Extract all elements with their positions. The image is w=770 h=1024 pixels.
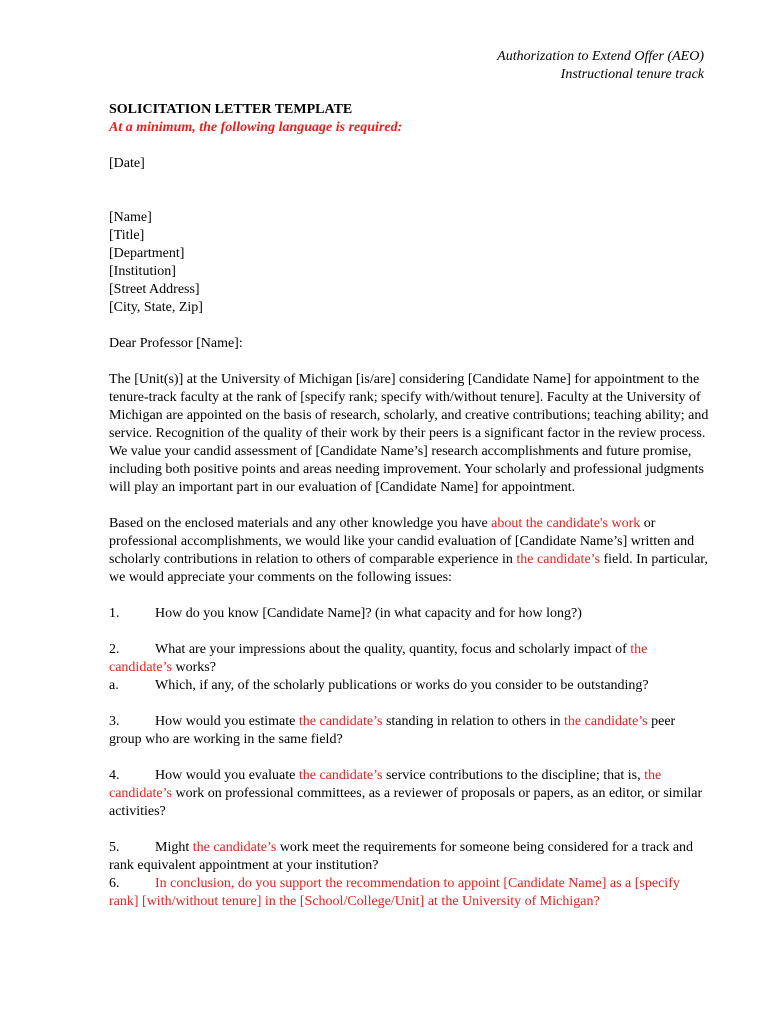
question-3-highlight-1: the candidate’s xyxy=(298,714,383,729)
paragraph-2 xyxy=(109,515,709,587)
question-4-number: 4. xyxy=(109,768,120,783)
date-field: [Date] xyxy=(109,156,145,171)
question-5-text-1: Might xyxy=(155,840,193,855)
address-city: [City, State, Zip] xyxy=(109,300,203,315)
document-title: SOLICITATION LETTER TEMPLATE xyxy=(109,102,353,117)
question-3-number: 3. xyxy=(109,714,120,729)
question-1-text: How do you know [Candidate Name]? (in what capacity and for how long?) xyxy=(155,606,582,621)
question-3-text-2: standing in relation to others in xyxy=(382,714,565,729)
question-6 xyxy=(109,875,709,911)
question-4-highlight-1: the candidate’s xyxy=(298,768,383,783)
paragraph-2-text-3: field. In particular, we would appreciate your comments on the following issues: xyxy=(109,552,708,585)
address-title: [Title] xyxy=(109,228,145,243)
question-4-text-2: service contributions to the discipline; that is, xyxy=(382,768,645,783)
question-2a-text: Which, if any, of the scholarly publications or works do you consider to be outstanding? xyxy=(155,678,649,693)
paragraph-2-text-2: or professional accomplishments, we would like your candid evaluation of [Candidate Name’s] written and scholarly contributions in relation to others of comparable experience in xyxy=(109,516,695,567)
requirement-note: At a minimum, the following language is required: xyxy=(109,120,403,135)
address-name: [Name] xyxy=(109,210,152,225)
question-3-text-1: How would you estimate xyxy=(155,714,299,729)
question-4-text-3: work on professional committees, as a reviewer of proposals or papers, as an editor, or similar activities? xyxy=(109,786,703,819)
address-street: [Street Address] xyxy=(109,282,200,297)
paragraph-2-highlight-1: about the candidate's work xyxy=(491,516,641,531)
question-2a-number: a. xyxy=(109,678,119,693)
question-6-number: 6. xyxy=(109,876,120,891)
question-3-text-3: peer group who are working in the same field? xyxy=(109,714,676,747)
question-5-text-2: work meet the requirements for someone being considered for a track and rank equivalent appointment at your institution? xyxy=(109,840,694,873)
question-3 xyxy=(109,713,709,749)
question-2-number: 2. xyxy=(109,642,120,657)
address-department: [Department] xyxy=(109,246,185,261)
question-5-highlight: the candidate’s xyxy=(192,840,277,855)
question-3-highlight-2: the candidate’s xyxy=(564,714,648,729)
paragraph-2-text-1: Based on the enclosed materials and any other knowledge you have xyxy=(109,516,492,531)
question-4-highlight-2: the candidate’s xyxy=(109,768,662,801)
question-2 xyxy=(109,641,709,677)
header-line-2: Instructional tenure track xyxy=(560,67,704,82)
paragraph-1: The [Unit(s)] at the University of Michigan [is/are] considering [Candidate Name] for appointment to the tenure-track faculty at the rank of [specify rank; specify with/without tenure]. Faculty at the University of Michigan are appointed on the basis of research, scholarly, and creative contributions; teaching ability; and service. Recognition of the quality of their work by their peers is a significant factor in the review process. We value your candid assessment of [Candidate Name’s] research accomplishments and future promise, including both positive points and areas needing improvement. Your scholarly and professional judgments will play an important part in our evaluation of [Candidate Name] for appointment. xyxy=(109,372,709,495)
question-6-text: In conclusion, do you support the recommendation to appoint [Candidate Name] as a [specify rank] [with/without tenure] in the [School/College/Unit] at the University of Michigan? xyxy=(109,876,680,909)
address-institution: [Institution] xyxy=(109,264,176,279)
question-2-highlight: the candidate’s xyxy=(109,642,648,675)
question-5-number: 5. xyxy=(109,840,120,855)
letter-body xyxy=(109,101,709,911)
page-header xyxy=(497,48,704,84)
question-5 xyxy=(109,839,709,875)
question-1 xyxy=(109,605,709,623)
question-2-text-2: works? xyxy=(171,660,216,675)
question-4-text-1: How would you evaluate xyxy=(155,768,299,783)
question-2a xyxy=(109,677,709,695)
address-block xyxy=(109,209,709,317)
paragraph-2-highlight-2: the candidate’s xyxy=(516,552,600,567)
question-4 xyxy=(109,767,709,821)
question-2-text-1: What are your impressions about the quality, quantity, focus and scholarly impact of xyxy=(155,642,631,657)
question-1-number: 1. xyxy=(109,606,120,621)
header-line-1: Authorization to Extend Offer (AEO) xyxy=(497,49,704,64)
greeting: Dear Professor [Name]: xyxy=(109,336,243,351)
